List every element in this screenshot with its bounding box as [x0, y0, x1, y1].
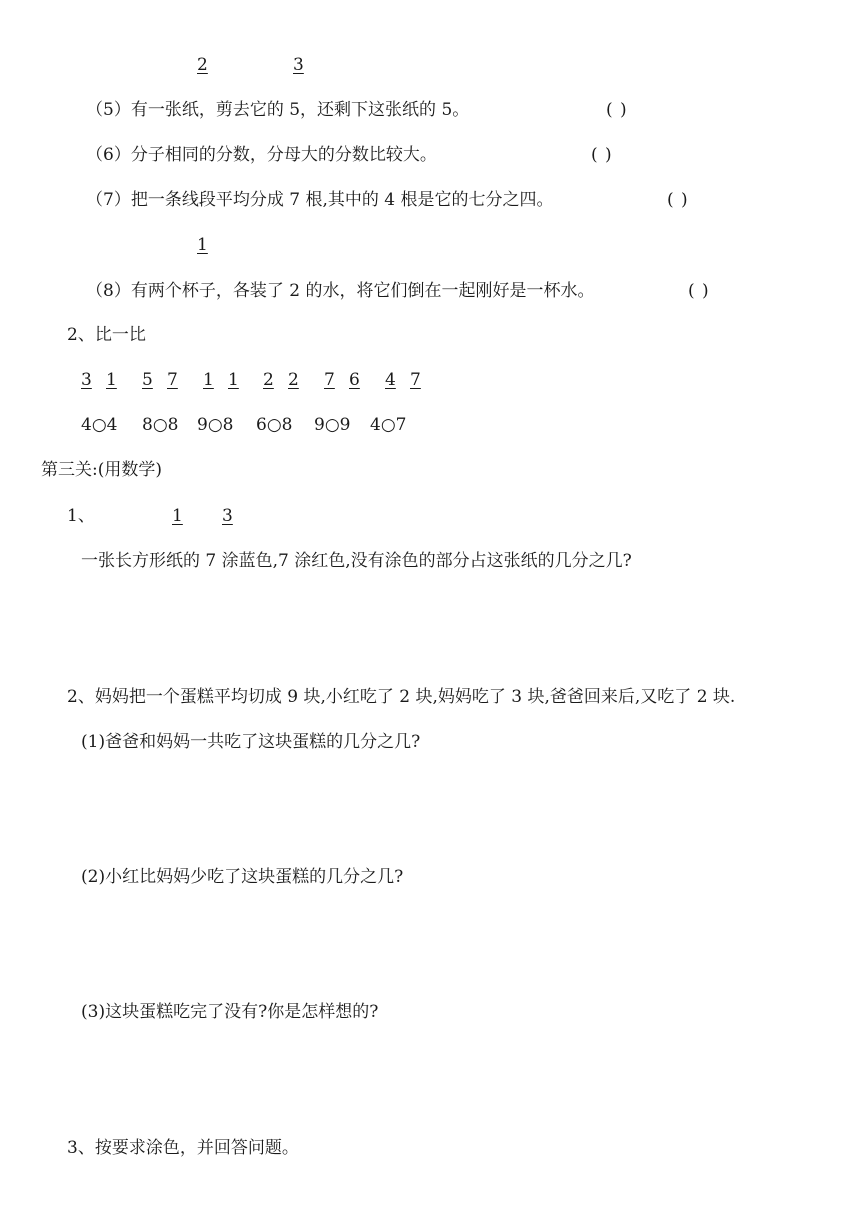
compare-numerator: 1: [228, 370, 239, 390]
answer-blank-5[interactable]: ( ): [606, 100, 628, 120]
problem-2-question-2: (2)小红比妈妈少吃了这块蛋糕的几分之几?: [81, 867, 404, 887]
compare-numerator: 1: [203, 370, 214, 390]
compare-numerator: 7: [167, 370, 178, 390]
fraction-numerator: 3: [222, 506, 233, 526]
compare-denominators: 4○4: [81, 415, 118, 435]
compare-denominators: 6○8: [256, 415, 293, 435]
question-5: （5）有一张纸，剪去它的 5，还剩下这张纸的 5。: [86, 100, 470, 120]
compare-heading: 2、比一比: [67, 325, 146, 345]
compare-numerator: 7: [324, 370, 335, 390]
problem-3-text: 3、按要求涂色，并回答问题。: [67, 1138, 299, 1158]
compare-numerator: 4: [385, 370, 396, 390]
problem-2-question-1: (1)爸爸和妈妈一共吃了这块蛋糕的几分之几?: [81, 732, 421, 752]
question-8: （8）有两个杯子，各装了 2 的水，将它们倒在一起刚好是一杯水。: [86, 281, 595, 301]
problem-1-text: 一张长方形纸的 7 涂蓝色,7 涂红色,没有涂色的部分占这张纸的几分之几?: [81, 551, 632, 571]
compare-denominators: 9○9: [314, 415, 351, 435]
compare-numerator: 3: [81, 370, 92, 390]
problem-1-label: 1、: [67, 506, 95, 526]
fraction-numerator: 2: [197, 55, 208, 75]
compare-numerator: 2: [263, 370, 274, 390]
compare-numerator: 6: [349, 370, 360, 390]
fraction-numerator: 3: [293, 55, 304, 75]
section-3-heading: 第三关:(用数学): [41, 460, 162, 480]
answer-blank-7[interactable]: ( ): [667, 190, 689, 210]
problem-2-text: 2、妈妈把一个蛋糕平均切成 9 块,小红吃了 2 块,妈妈吃了 3 块,爸爸回来后,又吃了 2 块.: [67, 687, 736, 707]
compare-denominators: 9○8: [197, 415, 234, 435]
compare-numerator: 7: [410, 370, 421, 390]
compare-denominators: 4○7: [370, 415, 407, 435]
compare-numerator: 5: [142, 370, 153, 390]
problem-2-question-3: (3)这块蛋糕吃完了没有?你是怎样想的?: [81, 1002, 379, 1022]
fraction-numerator: 1: [172, 506, 183, 526]
answer-blank-8[interactable]: ( ): [688, 281, 710, 301]
compare-denominators: 8○8: [142, 415, 179, 435]
fraction-numerator: 1: [197, 235, 208, 255]
compare-numerator: 1: [106, 370, 117, 390]
question-6: （6）分子相同的分数，分母大的分数比较大。: [86, 145, 437, 165]
compare-numerator: 2: [288, 370, 299, 390]
answer-blank-6[interactable]: ( ): [591, 145, 613, 165]
question-7: （7）把一条线段平均分成 7 根,其中的 4 根是它的七分之四。: [86, 190, 554, 210]
